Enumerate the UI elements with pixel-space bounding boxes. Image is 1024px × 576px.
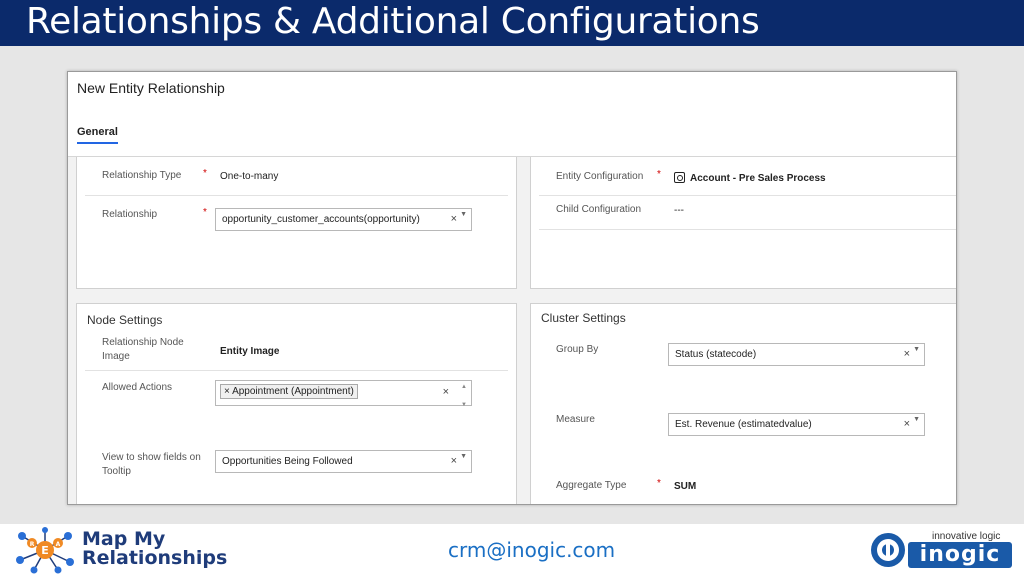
brand-name-left [82,530,227,568]
divider [85,370,508,371]
relationship-select-value: opportunity_customer_accounts(opportunity) [222,214,420,225]
entity-relationship-form [67,71,957,505]
aggregate-type-value: SUM [674,481,697,492]
entity-record-icon [674,172,685,183]
entity-configuration-label: Entity Configuration [556,171,644,182]
brand-tagline: innovative logic [932,531,1001,542]
slide-title-bar [0,0,1024,46]
divider [539,229,957,230]
view-fields-tooltip-label: View to show fields on Tooltip [102,452,201,477]
required-marker: * [203,168,207,179]
form-title: New Entity Relationship [77,80,225,96]
relationship-type-value: One-to-many [220,171,279,182]
selected-tag-appointment[interactable]: × Appointment (Appointment) [220,384,358,399]
node-image-value: Entity Image [220,346,280,357]
scroll-arrows-icon[interactable]: ▲ ▼ [461,384,467,408]
view-fields-select-value: Opportunities Being Followed [222,456,353,467]
clear-icon[interactable]: × [442,386,449,398]
slide-footer [0,524,1024,576]
inogic-logo [868,528,1018,574]
cluster-settings-title: Cluster Settings [541,311,626,325]
allowed-actions-multiselect[interactable] [215,380,472,406]
node-settings-section [76,303,517,505]
child-configuration-value: --- [674,205,684,216]
map-my-relationships-logo [10,526,260,574]
aggregate-type-label: Aggregate Type [556,480,627,491]
general-right-section [530,157,957,289]
contact-email[interactable]: crm@inogic.com [448,538,616,562]
allowed-actions-label: Allowed Actions [102,382,173,393]
chevron-down-icon[interactable]: ▼ [913,346,920,353]
badge-e: E [41,544,49,557]
tab-general[interactable]: General [77,126,118,144]
group-by-select[interactable] [668,343,925,366]
cluster-settings-section [530,303,957,505]
node-image-label: Relationship Node Image [102,337,184,362]
group-by-label: Group By [556,344,599,355]
required-marker: * [203,207,207,218]
view-fields-select[interactable] [215,450,472,473]
inogic-emblem-icon [868,528,908,574]
entity-configuration-value[interactable]: Account - Pre Sales Process [690,173,826,184]
divider [85,195,508,196]
brand-line-2: Relationships [82,547,228,569]
relationship-select[interactable] [215,208,472,231]
measure-label: Measure [556,414,595,425]
badge-r: R [29,541,35,548]
clear-icon[interactable]: × [903,348,910,360]
clear-icon[interactable]: × [903,418,910,430]
clear-icon[interactable]: × [450,213,457,225]
clear-icon[interactable]: × [450,455,457,467]
brand-name-right: inogic [908,542,1012,568]
measure-select[interactable] [668,413,925,436]
group-by-select-value: Status (statecode) [675,349,757,360]
network-graph-icon [10,526,80,574]
chevron-down-icon[interactable]: ▼ [460,211,467,218]
divider [539,195,957,196]
required-marker: * [657,478,661,489]
node-settings-title: Node Settings [87,313,163,327]
chevron-down-icon[interactable]: ▼ [460,453,467,460]
form-body [68,157,956,505]
badge-a: A [55,541,61,548]
relationship-label: Relationship [102,209,158,220]
slide-title: Relationships & Additional Configurations [26,1,760,42]
general-left-section [76,157,517,289]
required-marker: * [657,169,661,180]
form-header [68,72,956,157]
child-configuration-label: Child Configuration [556,204,642,215]
relationship-type-label: Relationship Type [102,170,182,181]
measure-select-value: Est. Revenue (estimatedvalue) [675,419,812,430]
brand-line-1: Map My [82,528,166,550]
chevron-down-icon[interactable]: ▼ [913,416,920,423]
